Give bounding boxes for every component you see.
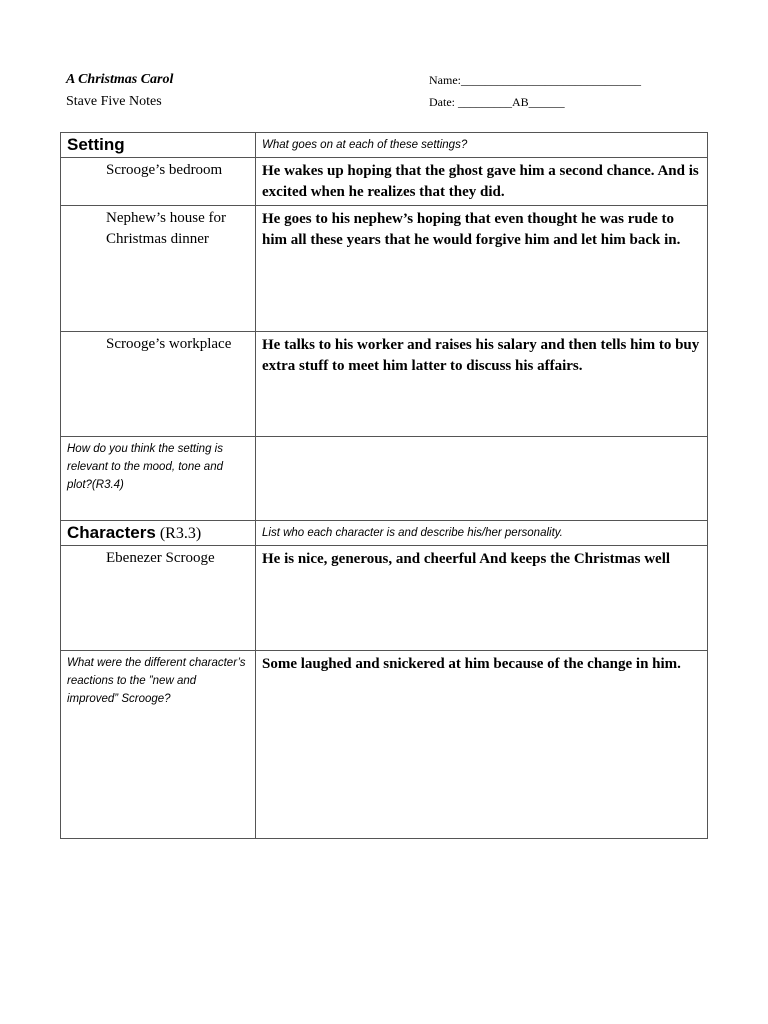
setting-heading: Setting (67, 135, 125, 154)
characters-question-answer[interactable]: Some laughed and snickered at him because of the change in him. (256, 651, 708, 839)
setting-name: Nephew’s house for Christmas dinner (61, 206, 256, 332)
setting-question-answer[interactable] (256, 437, 708, 521)
characters-question-cell (61, 651, 256, 839)
name-field[interactable]: Name:______________________________ (429, 73, 641, 87)
setting-row (61, 332, 708, 437)
document-subtitle: Stave Five Notes (66, 94, 162, 109)
character-row (61, 546, 708, 651)
notes-table (60, 132, 708, 839)
setting-question-cell (61, 437, 256, 521)
characters-ref: (R3.3) (159, 525, 202, 542)
characters-prompt: List who each character is and describe his/her personality. (262, 527, 563, 539)
setting-question-row (61, 437, 708, 521)
setting-header-row (61, 133, 708, 158)
date-field[interactable]: Date: _________AB______ (429, 95, 565, 109)
document-title: A Christmas Carol (66, 72, 174, 87)
characters-heading: Characters (67, 523, 156, 542)
characters-header-row (61, 521, 708, 546)
characters-prompt-cell (256, 521, 708, 546)
character-name: Ebenezer Scrooge (61, 546, 256, 651)
setting-answer[interactable]: He talks to his worker and raises his salary and then tells him to buy extra stuff to meet him latter to discuss his affairs. (256, 332, 708, 437)
setting-prompt: What goes on at each of these settings? (262, 139, 468, 151)
setting-heading-cell (61, 133, 256, 158)
setting-prompt-cell (256, 133, 708, 158)
setting-question: How do you think the setting is relevant to the mood, tone and plot?(R3.4) (67, 443, 223, 491)
characters-question-row (61, 651, 708, 839)
setting-answer[interactable]: He wakes up hoping that the ghost gave him a second chance. And is excited when he realizes that they did. (256, 158, 708, 206)
character-answer[interactable]: He is nice, generous, and cheerful And keeps the Christmas well (256, 546, 708, 651)
characters-heading-cell (61, 521, 256, 546)
setting-name: Scrooge’s workplace (61, 332, 256, 437)
setting-name: Scrooge’s bedroom (61, 158, 256, 206)
setting-row (61, 158, 708, 206)
setting-answer[interactable]: He goes to his nephew’s hoping that even thought he was rude to him all these years that he would forgive him and let him back in. (256, 206, 708, 332)
setting-row (61, 206, 708, 332)
characters-question: What were the different character’s reactions to the ”new and improved” Scrooge? (67, 657, 246, 705)
